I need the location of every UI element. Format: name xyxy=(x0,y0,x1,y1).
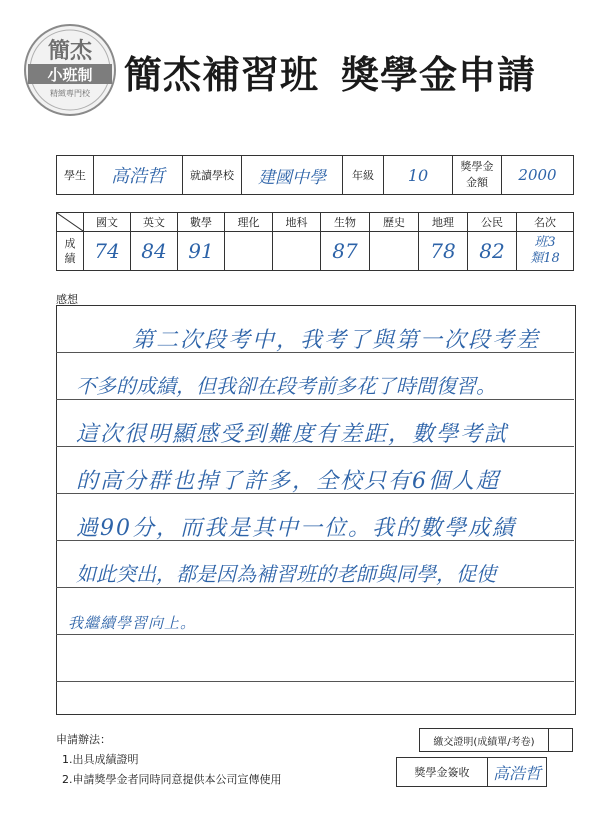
subject-header: 地科 xyxy=(273,213,321,232)
signature-label: 獎學金簽收 xyxy=(397,758,488,787)
page-title xyxy=(124,44,536,99)
subject-header: 數學 xyxy=(178,213,225,232)
subject-header: 名次 xyxy=(517,213,574,232)
subject-header: 英文 xyxy=(131,213,178,232)
school-label: 就讀學校 xyxy=(183,156,242,195)
grades-table xyxy=(56,212,574,271)
subject-header: 地理 xyxy=(419,213,468,232)
student-label: 學生 xyxy=(57,156,94,195)
amount-label xyxy=(453,156,502,195)
score-cell: 82 xyxy=(468,232,517,271)
essay-line: 不多的成績，但我卻在段考前多花了時間復習。 xyxy=(76,374,496,398)
application-method xyxy=(56,730,282,790)
rank-class: 班3 xyxy=(534,235,556,250)
rank-cell xyxy=(517,232,574,271)
logo-line1: 簡杰 xyxy=(47,39,93,64)
score-cell xyxy=(273,232,321,271)
application-item: 1.出具成績證明 xyxy=(62,753,139,766)
amount-value: 2000 xyxy=(502,156,574,195)
score-row-label xyxy=(57,232,84,271)
student-info-table xyxy=(56,155,574,195)
essay-line: 過90分，而我是其中一位。我的數學成績 xyxy=(76,516,516,541)
subject-header: 國文 xyxy=(84,213,131,232)
school-name: 建國中學 xyxy=(242,156,343,195)
diagonal-cell xyxy=(57,213,84,232)
essay-line: 我繼續學習向上。 xyxy=(68,614,197,632)
signature-value: 高浩哲 xyxy=(488,758,547,787)
application-item: 2.申請獎學金者同時同意提供本公司宣傳使用 xyxy=(62,773,282,786)
subject-header: 公民 xyxy=(468,213,517,232)
ruled-line xyxy=(56,681,574,682)
essay-label: 感想 xyxy=(56,293,78,306)
score-cell xyxy=(370,232,419,271)
score-cell: 91 xyxy=(178,232,225,271)
logo xyxy=(22,22,118,118)
essay-line: 如此突出，都是因為補習班的老師與同學，促使 xyxy=(76,562,496,586)
title-part2: 獎學金申請 xyxy=(341,53,537,97)
amount-label-2: 金額 xyxy=(466,176,488,189)
application-heading: 申請辦法： xyxy=(56,733,111,746)
essay-box xyxy=(56,305,576,715)
amount-label-1: 獎學金 xyxy=(460,160,494,173)
proof-value xyxy=(549,729,573,752)
rank-category: 類18 xyxy=(530,251,560,266)
grade-value: 10 xyxy=(384,156,453,195)
ruled-line xyxy=(56,399,574,400)
grade-label: 年級 xyxy=(343,156,384,195)
essay-line: 的高分群也掉了許多，全校只有6個人超 xyxy=(76,469,500,494)
essay-line: 第二次段考中，我考了與第一次段考差 xyxy=(132,328,541,353)
proof-label: 繳交證明(成績單/考卷) xyxy=(420,729,549,752)
score-cell: 78 xyxy=(419,232,468,271)
score-row-label-1: 成 xyxy=(64,237,76,250)
essay-line: 這次很明顯感受到難度有差距，數學考試 xyxy=(76,422,509,447)
subject-header: 生物 xyxy=(321,213,370,232)
signature-table xyxy=(396,757,547,787)
subject-header: 理化 xyxy=(225,213,273,232)
score-cell: 84 xyxy=(131,232,178,271)
subject-header: 歷史 xyxy=(370,213,419,232)
score-cell: 74 xyxy=(84,232,131,271)
score-cell: 87 xyxy=(321,232,370,271)
logo-line2: 小班制 xyxy=(47,66,93,84)
logo-line3: 精緻專門校 xyxy=(50,89,90,98)
title-part1: 簡杰補習班 xyxy=(124,53,320,97)
ruled-line xyxy=(56,634,574,635)
score-row-label-2: 績 xyxy=(64,252,76,265)
score-cell xyxy=(225,232,273,271)
student-name: 高浩哲 xyxy=(94,156,183,195)
proof-table xyxy=(419,728,573,752)
ruled-line xyxy=(56,587,574,588)
